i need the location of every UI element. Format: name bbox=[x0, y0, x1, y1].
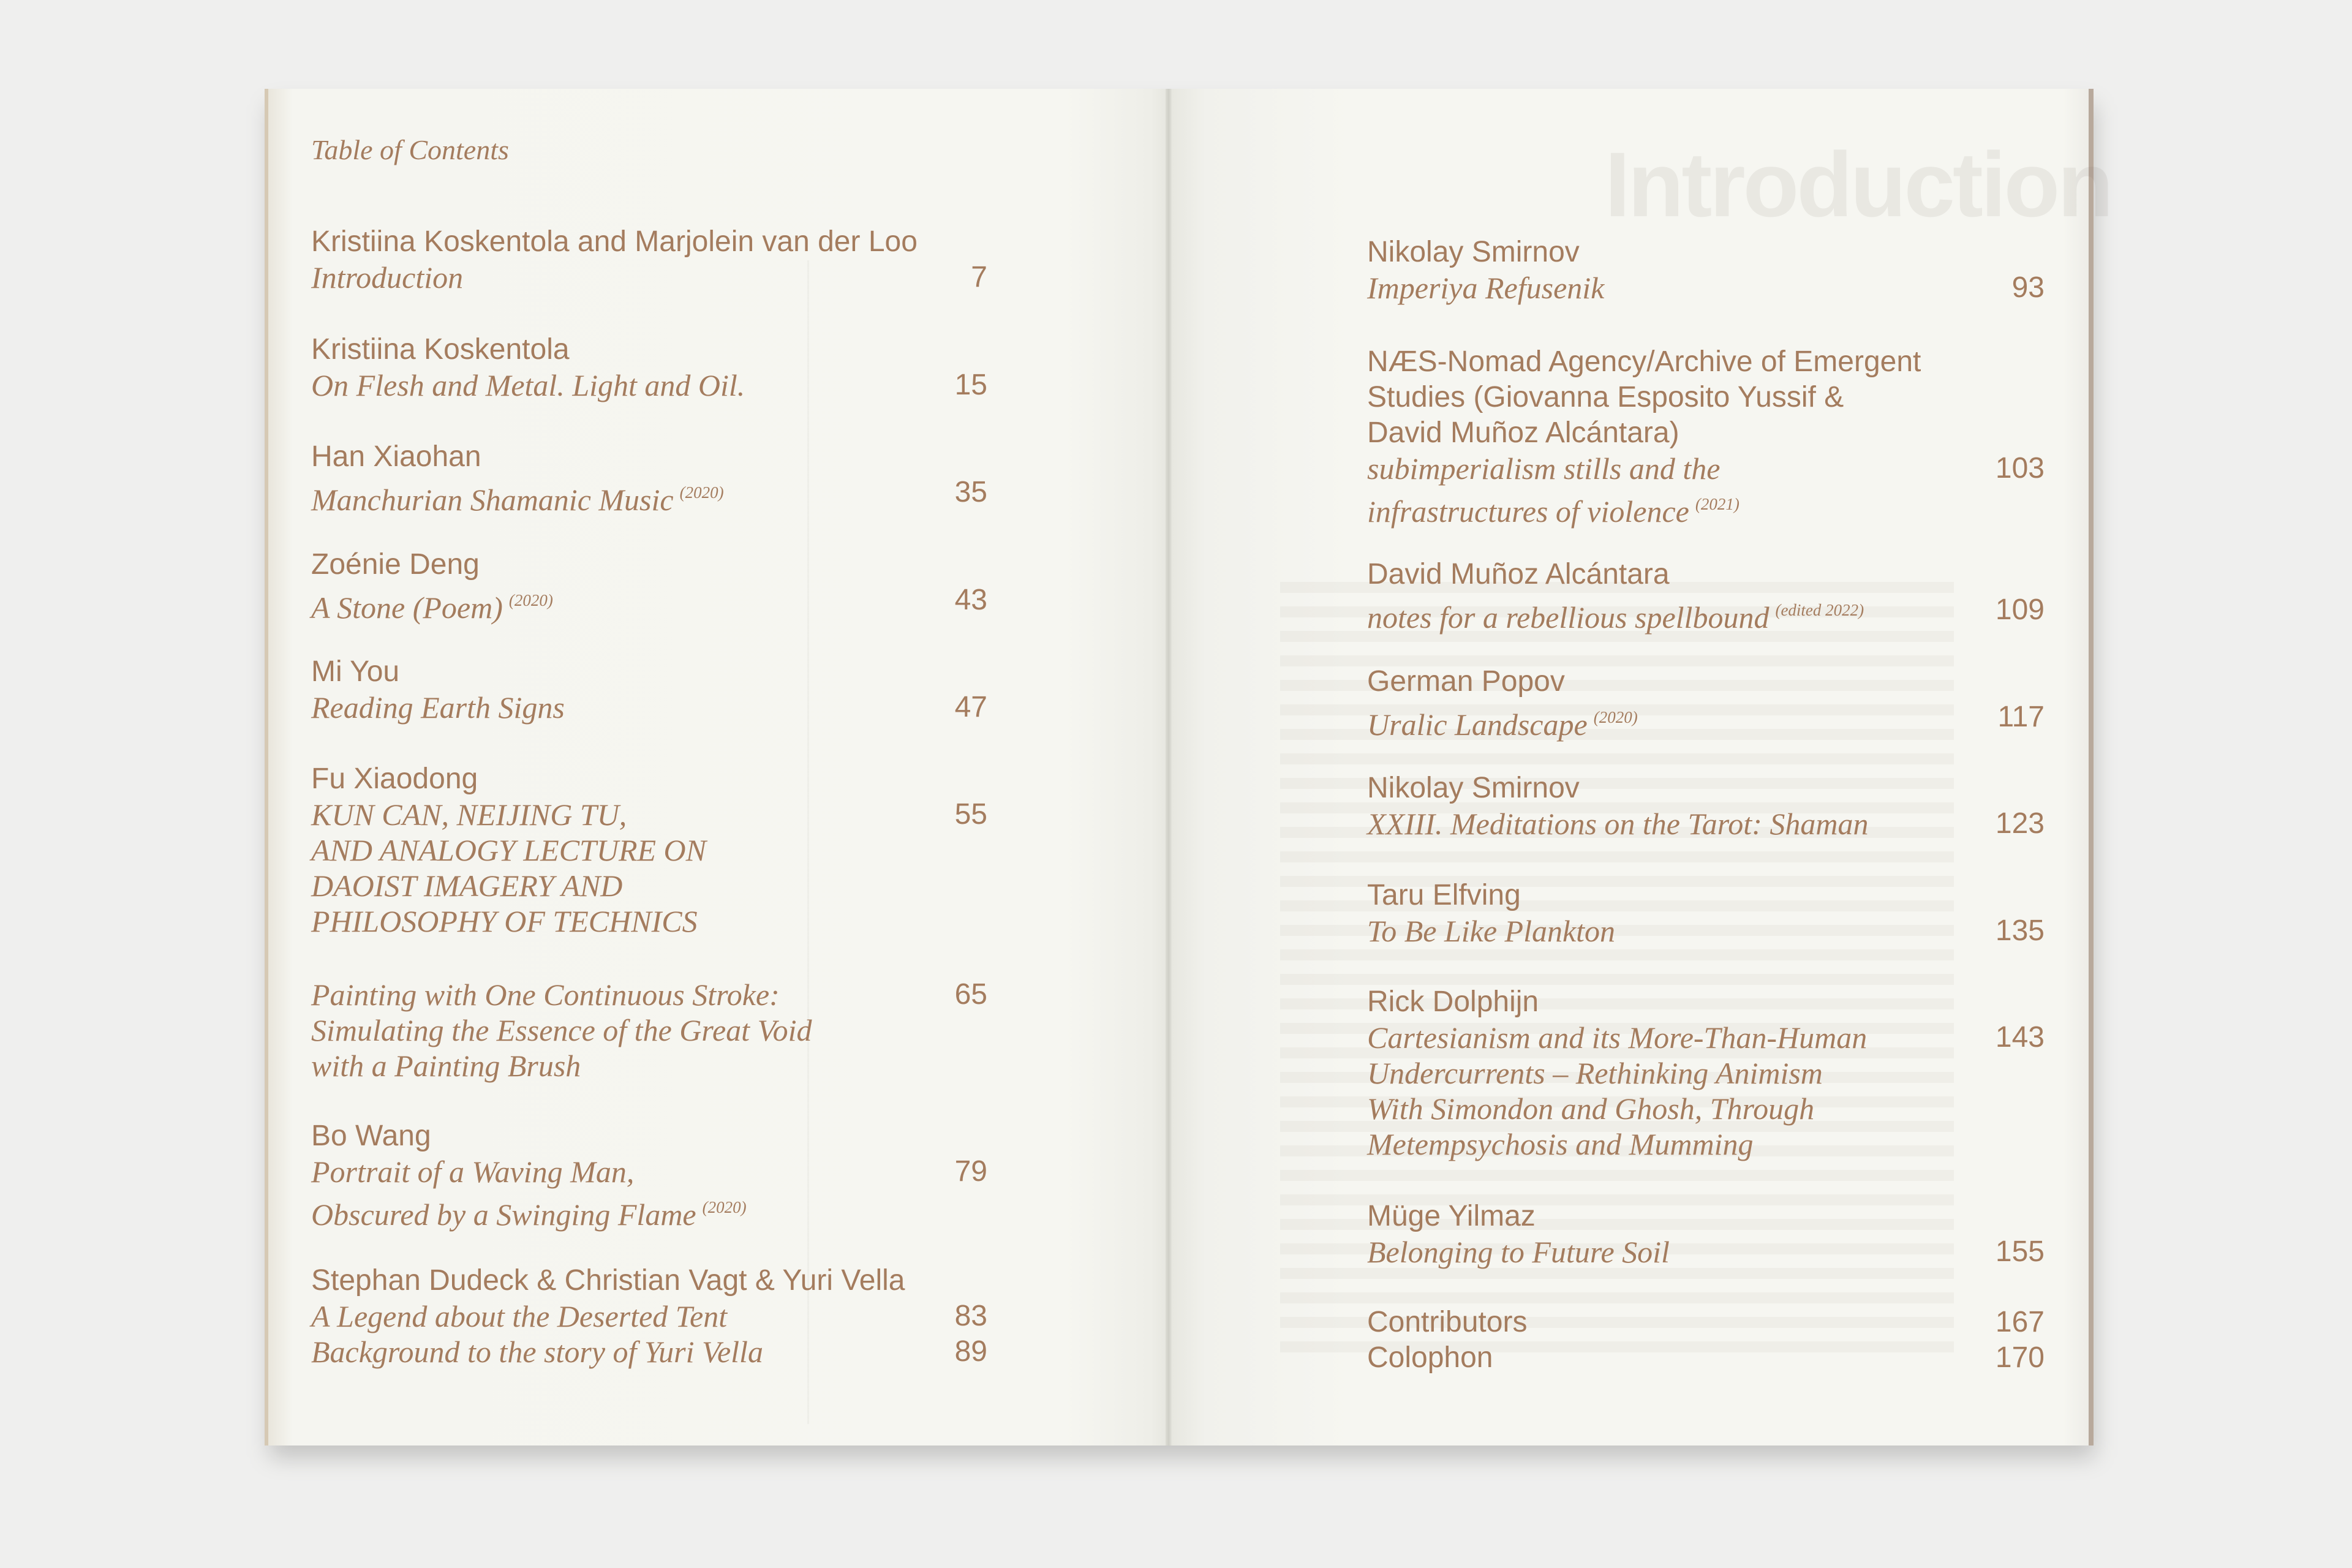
entry-page-number: 15 bbox=[954, 369, 987, 401]
entry-page-number: 55 bbox=[954, 798, 987, 831]
entry-author: Bo Wang bbox=[311, 1120, 431, 1152]
entry-title-line: Cartesianism and its More-Than-Human bbox=[1367, 1020, 1868, 1055]
entry-title-line: With Simondon and Ghosh, Through bbox=[1367, 1091, 1815, 1126]
entry-title-line: Painting with One Continuous Stroke: bbox=[311, 978, 780, 1012]
entry-page-number: 35 bbox=[954, 476, 987, 508]
entry-year-note: (2020) bbox=[1593, 708, 1638, 726]
entry-title: Manchurian Shamanic Music bbox=[311, 483, 674, 517]
entry-author: German Popov bbox=[1367, 665, 1565, 698]
entry-author: Müge Yilmaz bbox=[1367, 1200, 1536, 1232]
entry-title: On Flesh and Metal. Light and Oil. bbox=[311, 368, 745, 402]
back-matter-label: Contributors bbox=[1367, 1306, 1528, 1338]
entry-title: A Stone (Poem) bbox=[311, 590, 503, 625]
entry-page-number: 123 bbox=[1995, 807, 2045, 840]
entry-author: David Muñoz Alcántara bbox=[1367, 558, 1670, 590]
entry-page-number: 109 bbox=[1995, 594, 2045, 626]
entry-author: Nikolay Smirnov bbox=[1367, 772, 1580, 804]
entry-title-line: Undercurrents – Rethinking Animism bbox=[1367, 1056, 1823, 1090]
entry-title: XXIII. Meditations on the Tarot: Shaman bbox=[1367, 807, 1869, 841]
entry-title-line: Metempsychosis and Mumming bbox=[1367, 1127, 1754, 1161]
toc-entry[interactable] bbox=[311, 439, 724, 518]
toc-entry[interactable] bbox=[1367, 557, 1864, 635]
entry-year-note: (2020) bbox=[702, 1198, 747, 1216]
entry-year-note: (2020) bbox=[508, 591, 553, 609]
entry-title: Reading Earth Signs bbox=[311, 690, 565, 725]
entry-title-line: subimperialism stills and the bbox=[1367, 451, 1721, 486]
entry-author: Taru Elfving bbox=[1367, 879, 1521, 911]
entry-title: Belonging to Future Soil bbox=[1367, 1235, 1670, 1269]
toc-entry[interactable] bbox=[1367, 235, 1604, 306]
entry-title-line: AND ANALOGY LECTURE ON bbox=[311, 833, 707, 867]
entry-author: Rick Dolphijn bbox=[1367, 986, 1539, 1018]
entry-page-number: 143 bbox=[1995, 1021, 2045, 1054]
entry-page-number: 103 bbox=[1995, 452, 2045, 484]
entry-title-line: Background to the story of Yuri Vella bbox=[311, 1335, 763, 1369]
toc-entry[interactable] bbox=[311, 654, 565, 725]
entry-page-number: 83 bbox=[954, 1300, 987, 1332]
entry-title-line: DAOIST IMAGERY AND bbox=[311, 869, 623, 903]
toc-entry[interactable] bbox=[311, 977, 812, 1084]
toc-entry[interactable] bbox=[1367, 344, 1921, 529]
entry-title-line: Portrait of a Waving Man, bbox=[311, 1155, 635, 1189]
toc-entry[interactable] bbox=[1367, 984, 1867, 1162]
toc-entry[interactable] bbox=[1367, 664, 1638, 742]
entry-page-number: 43 bbox=[954, 584, 987, 616]
entry-title: notes for a rebellious spellbound bbox=[1367, 600, 1770, 635]
back-matter-label: Colophon bbox=[1367, 1341, 1493, 1374]
entry-page-number: 65 bbox=[954, 978, 987, 1011]
toc-entry[interactable] bbox=[311, 761, 706, 939]
entry-title: Introduction bbox=[311, 260, 464, 295]
entry-page-number: 79 bbox=[954, 1155, 987, 1188]
entry-title-line: infrastructures of violence bbox=[1367, 494, 1689, 529]
entry-title-line: with a Painting Brush bbox=[311, 1049, 581, 1083]
entry-author-line: David Muñoz Alcántara) bbox=[1367, 417, 1679, 449]
entry-year-note: (2021) bbox=[1695, 495, 1740, 513]
entry-year-note: (2020) bbox=[679, 483, 724, 502]
entry-page-number: 135 bbox=[1995, 914, 2045, 947]
entry-title: Imperiya Refusenik bbox=[1367, 271, 1605, 305]
toc-entry[interactable] bbox=[1367, 1199, 1670, 1270]
back-matter-page: 167 bbox=[1995, 1306, 2045, 1338]
entry-year-note: (edited 2022) bbox=[1775, 601, 1864, 619]
entry-page-number: 89 bbox=[954, 1335, 987, 1368]
toc-entry[interactable] bbox=[311, 1118, 747, 1232]
toc-entry[interactable] bbox=[1367, 771, 1868, 842]
entry-author-line: NÆS-Nomad Agency/Archive of Emergent bbox=[1367, 345, 1921, 378]
entry-author: Fu Xiaodong bbox=[311, 763, 478, 795]
back-matter-page: 170 bbox=[1995, 1341, 2045, 1374]
entry-title-line: Simulating the Essence of the Great Void bbox=[311, 1013, 812, 1047]
entry-author: Zoénie Deng bbox=[311, 548, 480, 581]
toc-entry[interactable] bbox=[311, 224, 918, 295]
entry-title-line: KUN CAN, NEIJING TU, bbox=[311, 797, 627, 832]
toc-entry[interactable] bbox=[1367, 878, 1615, 949]
toc-back-matter[interactable] bbox=[1367, 1305, 1527, 1376]
entry-page-number: 93 bbox=[2011, 271, 2045, 304]
toc-entry[interactable] bbox=[311, 332, 745, 403]
entry-author: Nikolay Smirnov bbox=[1367, 236, 1580, 268]
entry-author: Stephan Dudeck & Christian Vagt & Yuri Vella bbox=[311, 1264, 905, 1297]
entry-page-number: 47 bbox=[954, 691, 987, 723]
entry-title: To Be Like Plankton bbox=[1367, 914, 1616, 948]
entry-page-number: 7 bbox=[971, 261, 987, 293]
entry-page-number: 117 bbox=[1997, 701, 2045, 733]
toc-heading: Table of Contents bbox=[311, 134, 509, 165]
show-through-title: Introduction bbox=[1605, 133, 2111, 236]
entry-author: Kristiina Koskentola bbox=[311, 333, 570, 366]
toc-entry[interactable] bbox=[311, 1263, 905, 1370]
toc-entry[interactable] bbox=[311, 547, 553, 625]
entry-title-line: A Legend about the Deserted Tent bbox=[311, 1299, 728, 1333]
entry-title-line: PHILOSOPHY OF TECHNICS bbox=[311, 904, 698, 938]
entry-author: Kristiina Koskentola and Marjolein van der Loo bbox=[311, 225, 918, 258]
entry-title-line: Obscured by a Swinging Flame bbox=[311, 1197, 696, 1232]
entry-author: Han Xiaohan bbox=[311, 440, 481, 473]
entry-author-line: Studies (Giovanna Esposito Yussif & bbox=[1367, 381, 1844, 413]
book-spine bbox=[1166, 89, 1172, 1446]
entry-page-number: 155 bbox=[1995, 1235, 2045, 1268]
entry-author: Mi You bbox=[311, 655, 400, 688]
entry-title: Uralic Landscape bbox=[1367, 707, 1588, 742]
